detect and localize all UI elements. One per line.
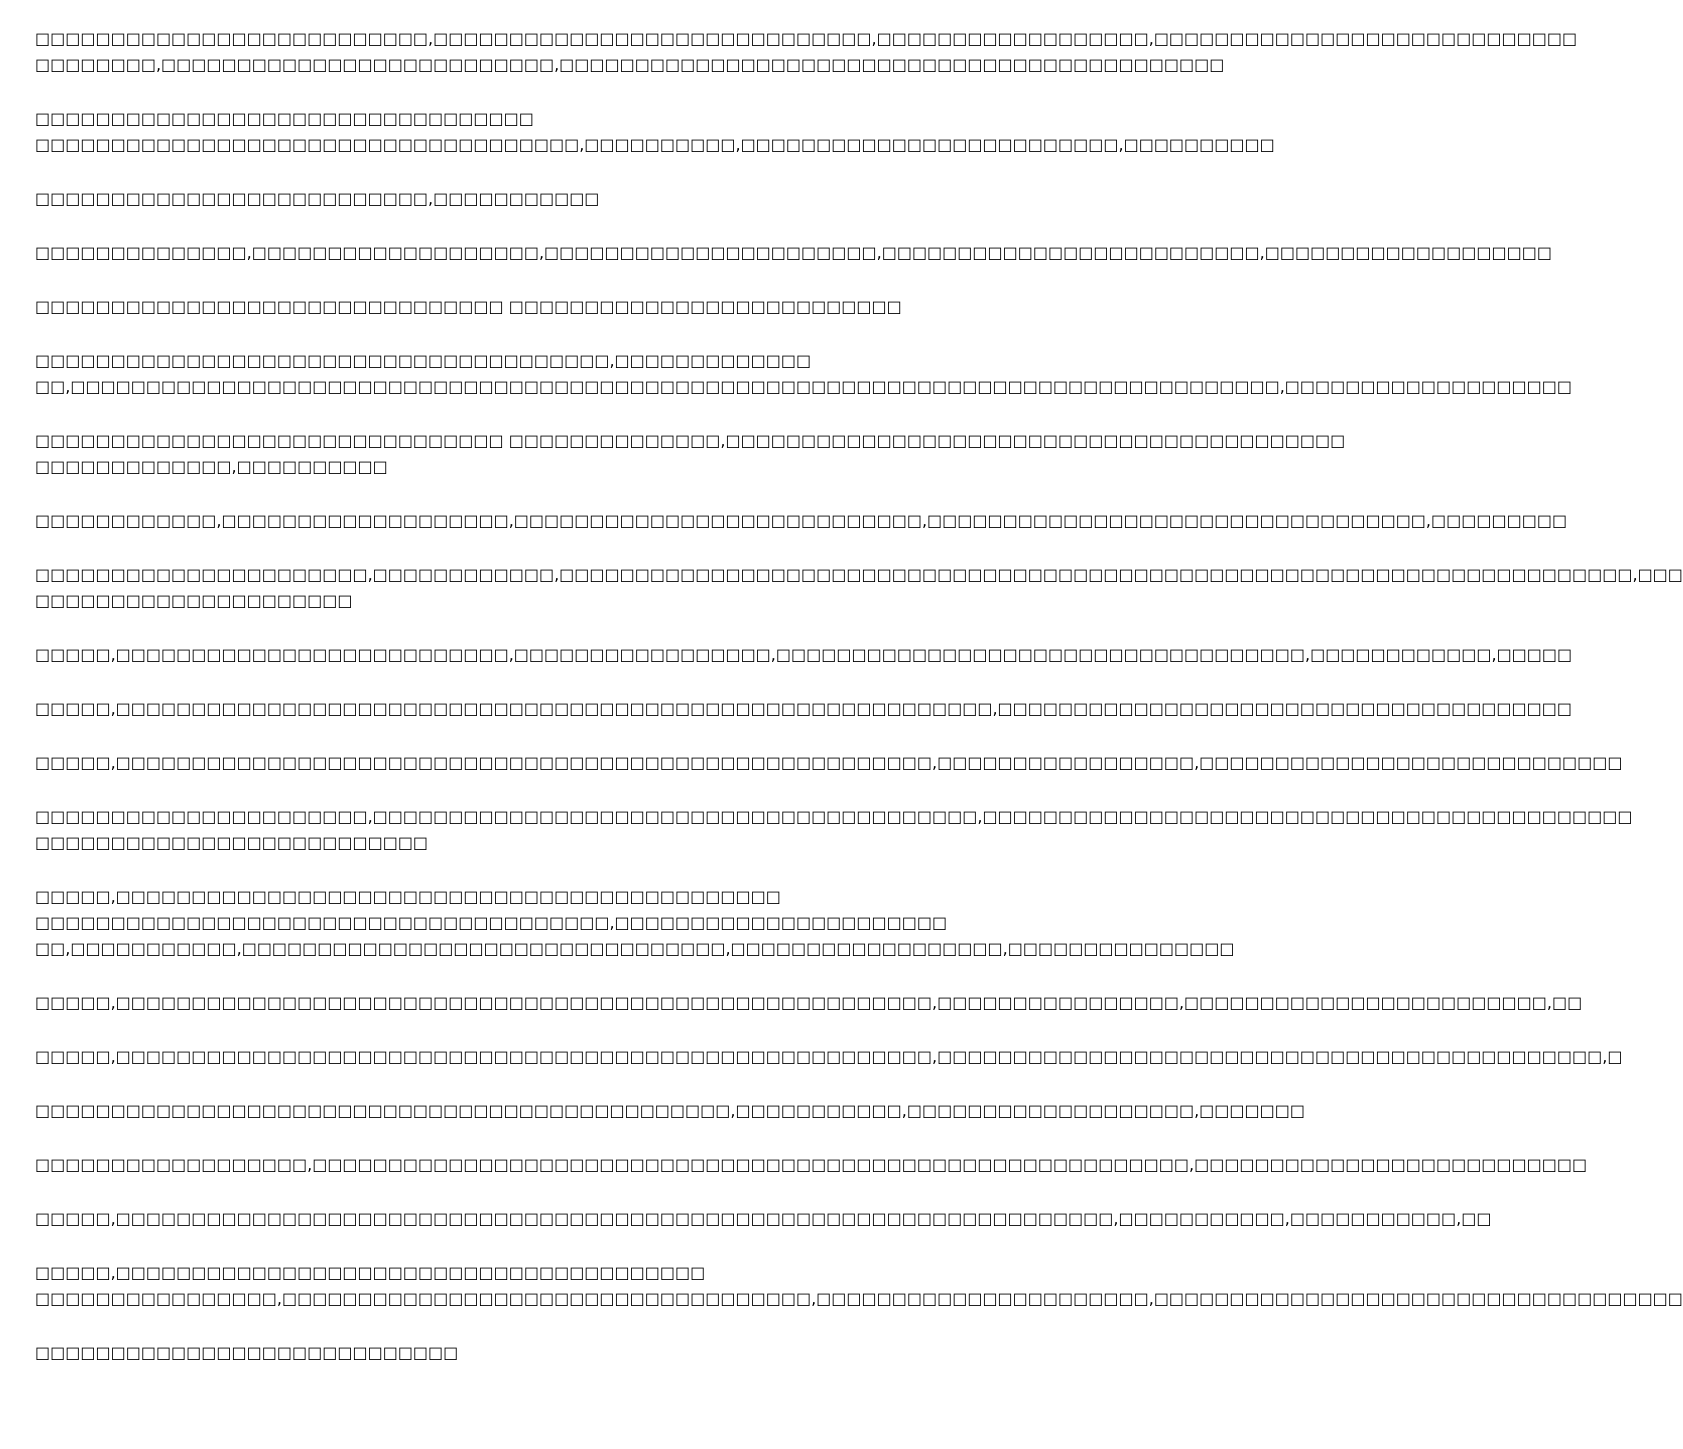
text-line: □□□□□□□□□□□□□□□□□□□□□□,□□□□□□□□□□□□,□□□□□□□□□□□□□□□□□□□□□□□□□□□□□□□□□□□□□□□□□□□□□□□□□□□□□□□□□□□□□□□□□□□□□□□,□□□: [35, 565, 1683, 584]
text-line: □□□□□,□□□□□□□□□□□□□□□□□□□□□□□□□□□□□□□□□□□□□□□□□□□□□□□□□□□□□□□□□□,□□□□□□□□□□□□□□□□□□□□□□□□□□□□□□□□□□□□□□: [35, 699, 1573, 718]
text-line: □□□□□,□□□□□□□□□□□□□□□□□□□□□□□□□□□□□□□□□□□□□□□□□□□□: [35, 887, 781, 906]
text-line: □□□□□□□□□□□□□,□□□□□□□□□□: [35, 457, 388, 476]
text-line: □□□□□□□□□□□□□□□□□□□□□□□□□□,□□□□□□□□□□□: [35, 189, 600, 208]
paragraph-gap: [35, 1232, 990, 1260]
paragraph-gap: [35, 320, 990, 348]
paragraph: [35, 884, 1235, 962]
text-line: □□□□□□□□□□□□,□□□□□□□□□□□□□□□□□□□,□□□□□□□□□□□□□□□□□□□□□□□□□□□,□□□□□□□□□□□□□□□□□□□□□□□□□□□□□□□□□,□□□□□□□□□: [35, 511, 1568, 530]
document-body: [35, 26, 1683, 1366]
paragraph-gap: [35, 776, 990, 804]
text-line: □□□□□,□□□□□□□□□□□□□□□□□□□□□□□□□□□□□□□□□□□□□□□□□□□□□□□□□□□□□□□□□□□□□□□□□□,□□□□□□□□□□□,□□□□□□□□□□□,□□: [35, 1209, 1492, 1228]
paragraph-gap: [35, 856, 990, 884]
text-line: □□□□□,□□□□□□□□□□□□□□□□□□□□□□□□□□,□□□□□□□□□□□□□□□□□,□□□□□□□□□□□□□□□□□□□□□□□□□□□□□□□□□□□,□□□□□□□□□□□□,□□□□□: [35, 645, 1573, 664]
text-line: □□□□□□□□□□□□□□□□□□□□□□,□□□□□□□□□□□□□□□□□□□□□□□□□□□□□□□□□□□□□□□□,□□□□□□□□□□□□□□□□□□□□□□□□□□□□□□□□□□□□□□□□□□□: [35, 807, 1633, 826]
paragraph: [35, 106, 1275, 158]
text-line: □□□□□□□□,□□□□□□□□□□□□□□□□□□□□□□□□□□,□□□□□□□□□□□□□□□□□□□□□□□□□□□□□□□□□□□□□□□□□□□□: [35, 55, 1225, 74]
text-line: □□□□□□□□□□□□□□□□□□□□□□□□□□□□□□□ □□□□□□□□□□□□□□□□□□□□□□□□□□: [35, 297, 902, 316]
text-line: □□□□□,□□□□□□□□□□□□□□□□□□□□□□□□□□□□□□□□□□□□□□□□□□□□□□□□□□□□□□,□□□□□□□□□□□□□□□□,□□□□□□□□□□□□□□□□□□□□□□□□,□□: [35, 993, 1583, 1012]
paragraph: [35, 642, 1573, 668]
text-line: □□□□□□□□□□□□□□,□□□□□□□□□□□□□□□□□□□,□□□□□□□□□□□□□□□□□□□□□□,□□□□□□□□□□□□□□□□□□□□□□□□□,□□□□□□□□□□□□□□□□□□□: [35, 243, 1552, 262]
paragraph: [35, 240, 1552, 266]
paragraph-gap: [35, 78, 990, 106]
paragraph: [35, 294, 990, 320]
paragraph: [35, 428, 1346, 480]
text-line: □□□□□□□□□□□□□□□□□□,□□□□□□□□□□□□□□□□□□□□□□□□□□□□□□□□□□□□□□□□□□□□□□□□□□□□□□□□□□,□□□□□□□□□□□□□□□□□□□□□□□□□□: [35, 1155, 1588, 1174]
text-line: □□,□□□□□□□□□□□□□□□□□□□□□□□□□□□□□□□□□□□□□□□□□□□□□□□□□□□□□□□□□□□□□□□□□□□□□□□□□□□□□□□□,□□□□□□□□□□□□□□□□□□□: [35, 377, 1573, 396]
paragraph: [35, 990, 1583, 1016]
paragraph-gap: [35, 962, 990, 990]
text-line: □□□□□□□□□□□□□□□□□□□□□□□□□□□□□□□□□: [35, 109, 534, 128]
text-line: □□□□□□□□□□□□□□□□□□□□□□□□□□□□: [35, 1343, 459, 1362]
text-line: □□□□□□□□□□□□□□□□,□□□□□□□□□□□□□□□□□□□□□□□□□□□□□□□□□□□,□□□□□□□□□□□□□□□□□□□□□□,□□□□□□□□□□□□□□□□□□□□□□□□□□□□□□□□□□□: [35, 1289, 1683, 1308]
text-line: □□□□□□□□□□□□□□□□□□□□□□□□□□□□□□□□□□□□,□□□□□□□□□□,□□□□□□□□□□□□□□□□□□□□□□□□□,□□□□□□□□□□: [35, 135, 1275, 154]
text-line: □□□□□,□□□□□□□□□□□□□□□□□□□□□□□□□□□□□□□□□□□□□□□□□□□□□□□□□□□□□□,□□□□□□□□□□□□□□□□□□□□□□□□□□□□□□□□□□□□□□□□□□□□,□: [35, 1047, 1623, 1066]
paragraph-gap: [35, 1312, 990, 1340]
paragraph: [35, 348, 1573, 400]
paragraph: [35, 696, 1573, 722]
paragraph-gap: [35, 480, 990, 508]
paragraph: [35, 1260, 1683, 1312]
paragraph-gap: [35, 534, 990, 562]
paragraph-gap: [35, 722, 990, 750]
paragraph: [35, 1044, 1623, 1070]
paragraph-gap: [35, 614, 990, 642]
paragraph-gap: [35, 668, 990, 696]
text-line: □□□□□□□□□□□□□□□□□□□□□□□□□□: [35, 833, 429, 852]
text-line: □□□□□□□□□□□□□□□□□□□□□□□□□□,□□□□□□□□□□□□□□□□□□□□□□□□□□□□□,□□□□□□□□□□□□□□□□□□,□□□□□□□□□□□□□□□□□□□□□□□□□□□□: [35, 29, 1578, 48]
text-line: □□□□□,□□□□□□□□□□□□□□□□□□□□□□□□□□□□□□□□□□□□□□□□□□□□□□□□□□□□□□,□□□□□□□□□□□□□□□□□,□□□□□□□□□□□□□□□□□□□□□□□□□□□□: [35, 753, 1623, 772]
paragraph: [35, 1152, 1588, 1178]
paragraph: [35, 26, 1578, 78]
text-line: □□□□□□□□□□□□□□□□□□□□□□□□□□□□□□□□□□□□□□,□□□□□□□□□□□□□□□□□□□□□□: [35, 913, 948, 932]
paragraph: [35, 1098, 1305, 1124]
paragraph-gap: [35, 1178, 990, 1206]
paragraph: [35, 1340, 990, 1366]
paragraph-gap: [35, 158, 990, 186]
text-line: □□□□□□□□□□□□□□□□□□□□□□□□□□□□□□□□□□□□□□□□□□□□□□,□□□□□□□□□□□,□□□□□□□□□□□□□□□□□□□,□□□□□□□: [35, 1101, 1305, 1120]
text-line: □□□□□□□□□□□□□□□□□□□□□: [35, 591, 353, 610]
text-line: □□□□□,□□□□□□□□□□□□□□□□□□□□□□□□□□□□□□□□□□□□□□□: [35, 1263, 706, 1282]
paragraph: [35, 1206, 1492, 1232]
text-line: □□,□□□□□□□□□□□,□□□□□□□□□□□□□□□□□□□□□□□□□□□□□□□□,□□□□□□□□□□□□□□□□□□,□□□□□□□□□□□□□□□: [35, 939, 1235, 958]
paragraph: [35, 508, 1568, 534]
text-line: □□□□□□□□□□□□□□□□□□□□□□□□□□□□□□□ □□□□□□□□□□□□□□,□□□□□□□□□□□□□□□□□□□□□□□□□□□□□□□□□□□□□□□□□: [35, 431, 1346, 450]
paragraph: [35, 804, 1633, 856]
paragraph-gap: [35, 400, 990, 428]
paragraph-gap: [35, 266, 990, 294]
paragraph: [35, 750, 1623, 776]
paragraph-gap: [35, 1124, 990, 1152]
paragraph-gap: [35, 1070, 990, 1098]
paragraph-gap: [35, 1016, 990, 1044]
paragraph-gap: [35, 212, 990, 240]
paragraph: [35, 186, 990, 212]
text-line: □□□□□□□□□□□□□□□□□□□□□□□□□□□□□□□□□□□□□□,□□□□□□□□□□□□□: [35, 351, 812, 370]
paragraph: [35, 562, 1683, 614]
